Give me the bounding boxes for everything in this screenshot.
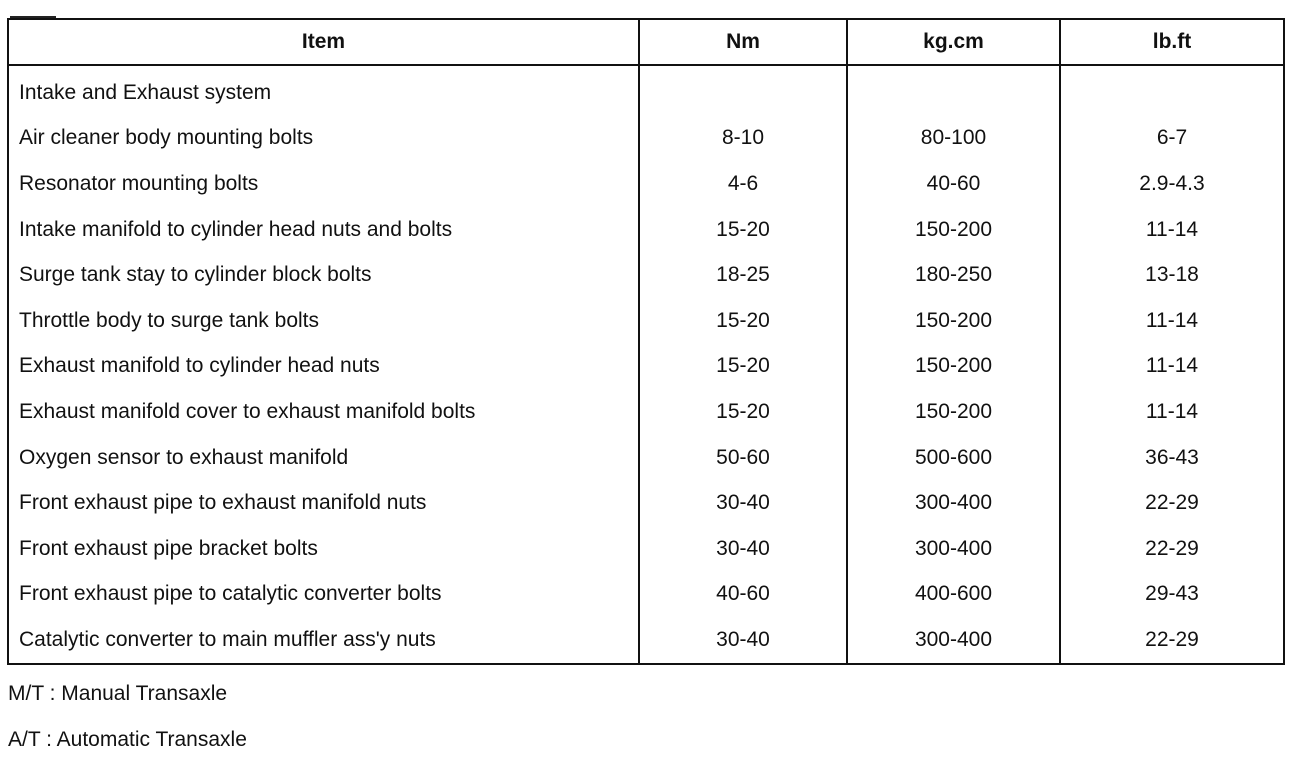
cell-item: Intake and Exhaust system xyxy=(8,65,639,116)
cell-kgcm: 40-60 xyxy=(847,161,1060,207)
cell-lbft: 6-7 xyxy=(1060,116,1284,162)
header-item: Item xyxy=(8,19,639,65)
table-row xyxy=(8,572,1284,618)
cell-lbft: 11-14 xyxy=(1060,207,1284,253)
cell-nm: 50-60 xyxy=(639,435,847,481)
cell-lbft: 22-29 xyxy=(1060,526,1284,572)
cell-kgcm: 400-600 xyxy=(847,572,1060,618)
table-body xyxy=(8,65,1284,664)
table-row xyxy=(8,298,1284,344)
cell-nm: 15-20 xyxy=(639,344,847,390)
cell-nm: 15-20 xyxy=(639,389,847,435)
cell-item: Intake manifold to cylinder head nuts and bolts xyxy=(8,207,639,253)
cell-item: Front exhaust pipe to catalytic converter bolts xyxy=(8,572,639,618)
cell-lbft: 11-14 xyxy=(1060,389,1284,435)
table-row xyxy=(8,435,1284,481)
header-nm: Nm xyxy=(639,19,847,65)
cell-kgcm: 150-200 xyxy=(847,344,1060,390)
table-row xyxy=(8,344,1284,390)
cell-nm: 30-40 xyxy=(639,617,847,664)
cell-item: Throttle body to surge tank bolts xyxy=(8,298,639,344)
table-row xyxy=(8,65,1284,116)
cell-kgcm: 150-200 xyxy=(847,298,1060,344)
table-row xyxy=(8,161,1284,207)
header-row xyxy=(8,19,1284,65)
table-row xyxy=(8,207,1284,253)
cell-kgcm: 500-600 xyxy=(847,435,1060,481)
table-row xyxy=(8,252,1284,298)
cell-kgcm xyxy=(847,65,1060,116)
cell-lbft: 22-29 xyxy=(1060,617,1284,664)
note-manual-transaxle: M/T : Manual Transaxle xyxy=(8,682,228,705)
cell-item: Exhaust manifold cover to exhaust manifold bolts xyxy=(8,389,639,435)
cell-item: Oxygen sensor to exhaust manifold xyxy=(8,435,639,481)
cell-nm: 30-40 xyxy=(639,480,847,526)
note-automatic-transaxle: A/T : Automatic Transaxle xyxy=(8,728,247,751)
cell-item: Air cleaner body mounting bolts xyxy=(8,116,639,162)
cell-lbft: 22-29 xyxy=(1060,480,1284,526)
cell-kgcm: 300-400 xyxy=(847,480,1060,526)
cell-lbft: 11-14 xyxy=(1060,298,1284,344)
header-lbft: lb.ft xyxy=(1060,19,1284,65)
table-row xyxy=(8,526,1284,572)
cell-nm: 4-6 xyxy=(639,161,847,207)
cell-kgcm: 150-200 xyxy=(847,389,1060,435)
cell-item: Front exhaust pipe bracket bolts xyxy=(8,526,639,572)
cell-kgcm: 300-400 xyxy=(847,617,1060,664)
torque-spec-table xyxy=(7,18,1285,665)
cell-item: Surge tank stay to cylinder block bolts xyxy=(8,252,639,298)
cell-item: Front exhaust pipe to exhaust manifold nuts xyxy=(8,480,639,526)
cell-nm: 15-20 xyxy=(639,298,847,344)
header-kgcm: kg.cm xyxy=(847,19,1060,65)
cell-kgcm: 180-250 xyxy=(847,252,1060,298)
cell-lbft: 13-18 xyxy=(1060,252,1284,298)
cell-nm: 18-25 xyxy=(639,252,847,298)
cell-lbft: 2.9-4.3 xyxy=(1060,161,1284,207)
cell-kgcm: 150-200 xyxy=(847,207,1060,253)
table-row xyxy=(8,480,1284,526)
cell-nm xyxy=(639,65,847,116)
cell-kgcm: 80-100 xyxy=(847,116,1060,162)
cell-item: Exhaust manifold to cylinder head nuts xyxy=(8,344,639,390)
cell-item: Resonator mounting bolts xyxy=(8,161,639,207)
cell-item: Catalytic converter to main muffler ass'y nuts xyxy=(8,617,639,664)
table-row xyxy=(8,617,1284,664)
cell-lbft: 29-43 xyxy=(1060,572,1284,618)
table-row xyxy=(8,389,1284,435)
cell-lbft xyxy=(1060,65,1284,116)
cell-nm: 30-40 xyxy=(639,526,847,572)
cell-kgcm: 300-400 xyxy=(847,526,1060,572)
cell-nm: 15-20 xyxy=(639,207,847,253)
cell-lbft: 11-14 xyxy=(1060,344,1284,390)
cell-nm: 40-60 xyxy=(639,572,847,618)
cell-lbft: 36-43 xyxy=(1060,435,1284,481)
table-row xyxy=(8,116,1284,162)
cell-nm: 8-10 xyxy=(639,116,847,162)
